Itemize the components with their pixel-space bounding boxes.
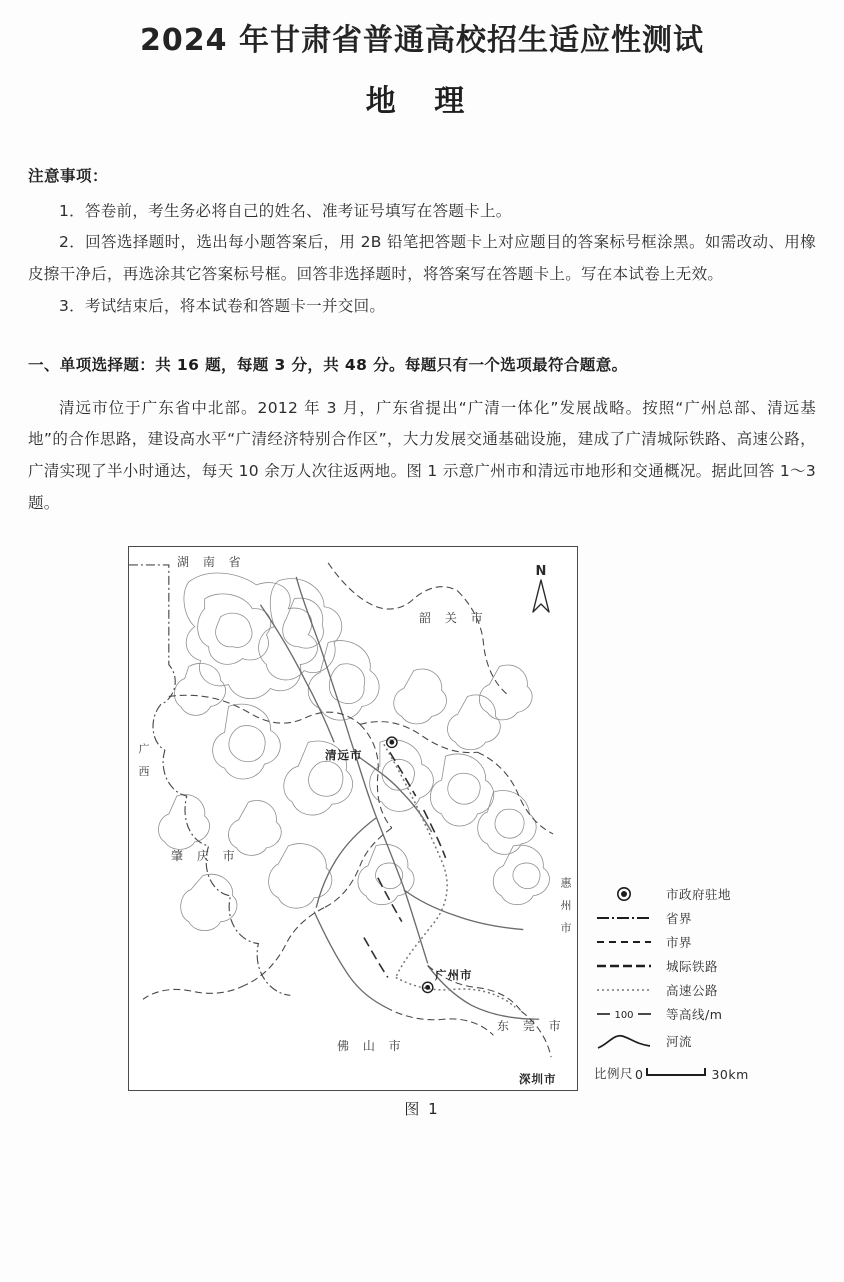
scale-end: 30km [711,1066,749,1082]
question-passage: 清远市位于广东省中北部。2012 年 3 月，广东省提出“广清一体化”发展战略。按照“广州总部、清远基地”的合作思路，建设高水平“广清经济特别合作区”，大力发展交通基础设施，建成了广清城际铁路、高速公路，广清实现了半小时通达，每天 10 余万人次往返两地。图 1 示意广州市和清远市地形和交通概况。据此回答 1～3 题。 [28,398,816,512]
notice-item-3: 3．考试结束后，将本试卷和答题卡一并交回。 [59,296,386,315]
notice-section [28,164,816,323]
province-boundary-line-icon [592,912,656,924]
legend-item-city-boundary [592,930,792,954]
province-boundary [129,565,290,995]
map-label-guangzhou: 广州市 [435,967,473,982]
legend-label-province-boundary: 省界 [666,910,693,926]
legend-item-intercity-railway [592,954,792,978]
city-boundary-line-icon [592,936,656,948]
map-label-shaoguan: 韶 关 市 [419,610,488,625]
map-drawing [129,547,577,1090]
river-line-icon [592,1028,656,1054]
scale-start: 0 [635,1066,644,1082]
legend-item-expressway [592,978,792,1002]
river-lines [260,577,539,1019]
map-label-qingyuan: 清远市 [325,747,363,762]
legend-label-city-boundary: 市界 [666,934,693,950]
map-label-hunan: 湖 南 省 [177,554,246,569]
legend-item-city-seat [592,882,792,906]
legend-label-intercity-railway: 城际铁路 [666,958,719,974]
map-label-huizhou: 惠 州 市 [559,876,572,937]
expressway-line-icon [592,984,656,996]
scale-bar-icon [645,1066,707,1080]
map-label-guangxi: 广 西 [137,742,150,781]
legend-item-river [592,1026,792,1056]
map-label-zhaoqing: 肇 庆 市 [171,848,240,863]
figure-1-block [0,532,844,1118]
intercity-railway-line-icon [592,960,656,972]
contour-line-icon [592,1007,656,1021]
legend-label-city-seat: 市政府驻地 [666,886,732,902]
map-label-foshan: 佛 山 市 [337,1038,406,1053]
legend-label-contour: 等高线/m [666,1006,723,1022]
notice-item-1: 1．答卷前，考生务必将自己的姓名、准考证号填写在答题卡上。 [59,201,512,220]
subject-title: 地 理 [365,83,479,119]
north-arrow-icon [531,565,551,618]
north-letter: N [535,563,547,579]
legend-label-river: 河流 [666,1033,693,1049]
legend-item-province-boundary [592,906,792,930]
map-figure [128,546,578,1091]
legend-item-contour [592,1002,792,1026]
city-seat-dot-icon [592,885,656,903]
contour-value-text: 100 [614,1009,634,1021]
figure-caption: 图 1 [404,1099,440,1118]
legend-label-expressway: 高速公路 [666,982,719,998]
map-scale-bar [592,1064,792,1082]
map-label-dongguan: 东 莞 市 [497,1018,566,1033]
notice-item-2: 2．回答选择题时，选出每小题答案后，用 2B 铅笔把答题卡上对应题目的答案标号框涂黑。如需改动、用橡皮擦干净后，再选涂其它答案标号框。回答非选择题时，将答案写在答题卡上。写在本试卷上无效。 [28,233,816,284]
map-legend [592,882,792,1082]
section-heading-multiple-choice: 一、单项选择题：共 16 题，每题 3 分，共 48 分。每题只有一个选项最符合题意。 [28,355,628,374]
scale-title: 比例尺 [594,1065,634,1081]
page-title: 2024 年甘肃省普通高校招生适应性测试 [140,23,704,58]
compass-needle-icon [531,578,551,614]
notice-heading: 注意事项： [28,166,109,185]
map-label-shenzhen: 深圳市 [519,1071,557,1086]
